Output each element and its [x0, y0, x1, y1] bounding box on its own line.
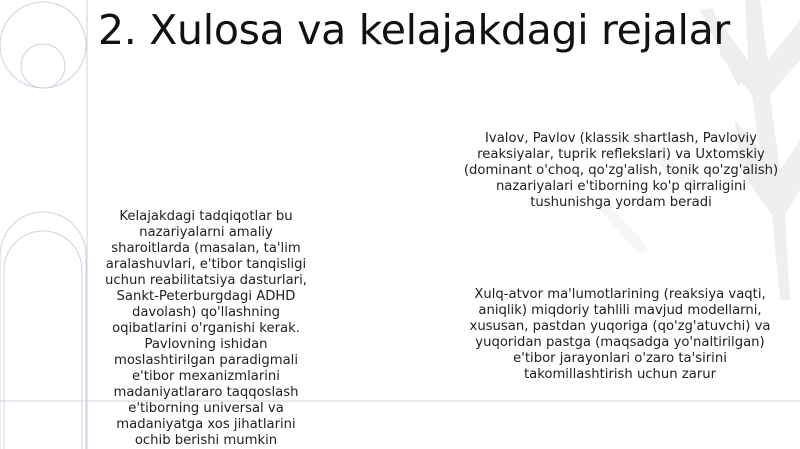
page-title: 2. Xulosa va kelajakdagi rejalar [98, 6, 730, 54]
right-bottom-text-block: Xulq-atvor ma'lumotlarining (reaksiya vaqti, aniqlik) miqdoriy tahlili mavjud modellarni, xususan, pastdan yuqoriga (qo'zg'atuvchi) va yuqoridan pastga (maqsadga yo'naltirilgan) e'tibor jarayonlari o'zaro ta'sirini takomillashtirish uchun zarur [469, 287, 771, 382]
right-top-text-block: Ivalov, Pavlov (klassik shartlash, Pavloviy reaksiyalar, tuprik reflekslari) va Uxtomskiy (dominant o'choq, qo'zg'alish, tonik qo'zg'alish) nazariyalari e'tiborning ko'p qirraligini tushunishga yordam beradi [463, 131, 779, 210]
left-text-block: Kelajakdagi tadqiqotlar bu nazariyalarni amaliy sharoitlarda (masalan, ta'lim aralashuvlari, e'tibor tanqisligi uchun reabilitatsiya dasturlari, Sankt-Peterburgdagi ADHD davolash) qo'llashning oqibatlarini o'rganishi kerak. Pavlovning ishidan moslashtirilgan paradigmali e'tibor mexanizmlarini madaniyatlararo taqqoslash e'tiborning universal va madaniyatga xos jihatlarini ochib berishi mumkin [105, 209, 307, 448]
arch-inner-top [21, 44, 65, 88]
arch-outer-top [0, 2, 86, 88]
arch-outer-bottom [0, 212, 86, 449]
arch-inner-bottom [4, 231, 82, 449]
